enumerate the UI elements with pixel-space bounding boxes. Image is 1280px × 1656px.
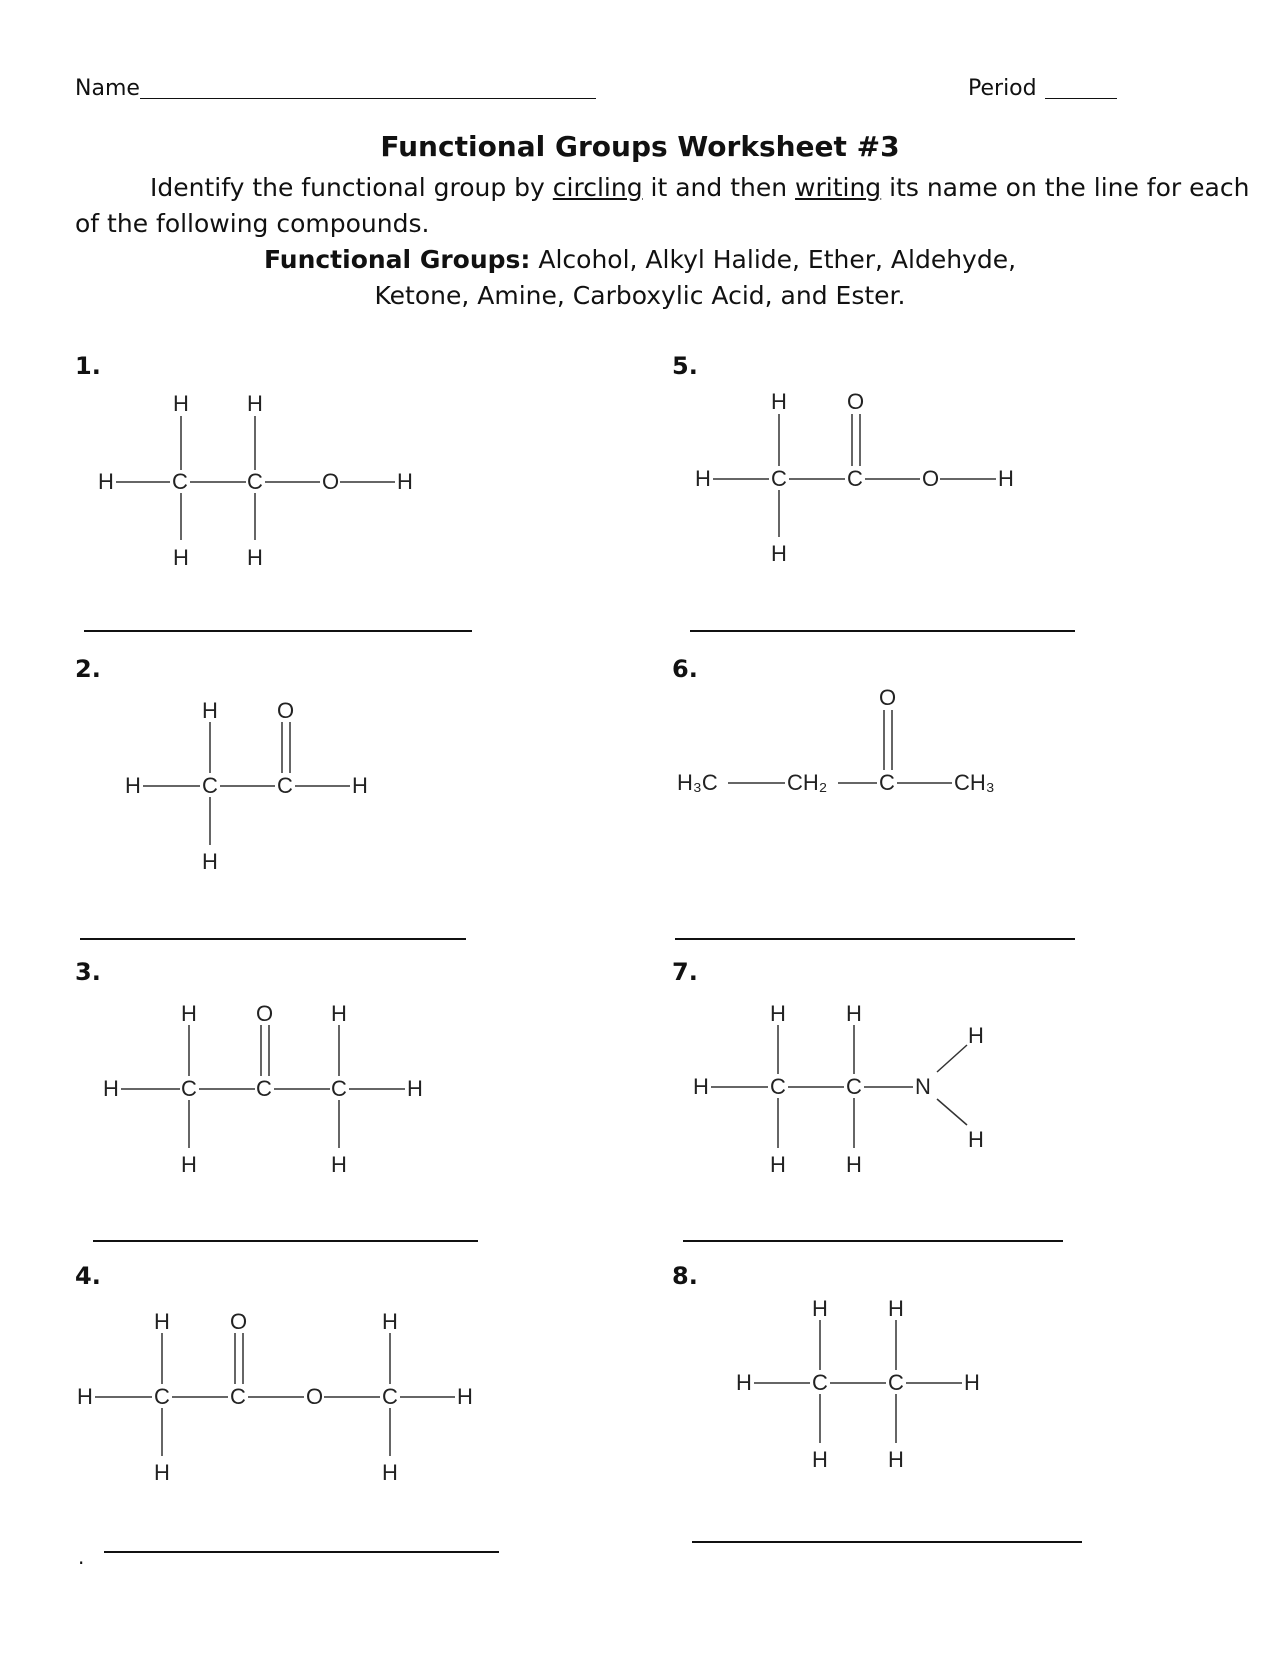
- atom: H: [382, 1309, 398, 1334]
- question-4-number: 4.: [75, 1262, 101, 1290]
- atom: H: [968, 1023, 984, 1048]
- functional-groups-line-1: Functional Groups: Alcohol, Alkyl Halide, Ether, Aldehyde,: [263, 245, 1017, 274]
- instructions-line-2: of the following compounds.: [75, 209, 430, 238]
- atom: H: [407, 1076, 423, 1101]
- atom: CH₃: [954, 770, 995, 795]
- atom: H: [352, 773, 368, 798]
- atom: C: [846, 1074, 862, 1099]
- atom: C: [331, 1076, 347, 1101]
- atom: C: [247, 469, 263, 494]
- answer-line-7[interactable]: [683, 1240, 1063, 1242]
- answer-line-4[interactable]: [104, 1551, 499, 1553]
- worksheet-title: Functional Groups Worksheet #3: [380, 130, 900, 163]
- atom: C: [154, 1384, 170, 1409]
- molecule-2: [125, 698, 368, 874]
- atom: O: [256, 1001, 274, 1026]
- atom: H: [331, 1152, 347, 1177]
- atom: C: [172, 469, 188, 494]
- question-3-number: 3.: [75, 958, 101, 986]
- molecule-8: [736, 1296, 980, 1472]
- atom: H: [181, 1152, 197, 1177]
- question-1-number: 1.: [75, 352, 101, 380]
- atom: H: [457, 1384, 473, 1409]
- molecule-1: [98, 391, 413, 570]
- atom: H: [771, 541, 787, 566]
- answer-line-6[interactable]: [675, 938, 1075, 940]
- atom: C: [181, 1076, 197, 1101]
- atom: H: [173, 545, 189, 570]
- question-5-number: 5.: [672, 352, 698, 380]
- atom: O: [277, 698, 295, 723]
- atom: H: [331, 1001, 347, 1026]
- atom: H: [77, 1384, 93, 1409]
- atom: C: [277, 773, 293, 798]
- name-field[interactable]: [140, 98, 596, 99]
- atom: O: [922, 466, 940, 491]
- functional-groups-label: Functional Groups:: [263, 245, 531, 274]
- atom: H: [247, 391, 263, 416]
- molecule-3: [103, 1001, 423, 1177]
- question-6-number: 6.: [672, 655, 698, 683]
- atom: H: [888, 1447, 904, 1472]
- answer-line-5[interactable]: [690, 630, 1075, 632]
- molecule-5: [695, 389, 1014, 566]
- atom: O: [306, 1384, 324, 1409]
- stray-mark: .: [78, 1545, 85, 1569]
- atom: H: [736, 1370, 752, 1395]
- atom: H: [998, 466, 1014, 491]
- instructions-line-1: Identify the functional group by circling it and then writing its name on the line for each: [150, 173, 1250, 202]
- atom: C: [382, 1384, 398, 1409]
- atom: O: [322, 469, 340, 494]
- atom: H: [770, 1152, 786, 1177]
- atom: H: [202, 849, 218, 874]
- atom: H: [103, 1076, 119, 1101]
- name-label: Name: [75, 76, 140, 101]
- atom: H: [695, 466, 711, 491]
- atom: H: [693, 1074, 709, 1099]
- answer-line-2[interactable]: [80, 938, 466, 940]
- atom: O: [879, 685, 897, 710]
- atom: H: [154, 1460, 170, 1485]
- atom: C: [771, 466, 787, 491]
- atom: O: [847, 389, 865, 414]
- atom: H: [247, 545, 263, 570]
- functional-groups-line-2: Ketone, Amine, Carboxylic Acid, and Ester.: [374, 281, 906, 310]
- atom: H: [968, 1127, 984, 1152]
- molecule-4: [77, 1309, 473, 1485]
- atom: H: [181, 1001, 197, 1026]
- atom: H: [397, 469, 413, 494]
- atom: H: [98, 469, 114, 494]
- atom: C: [256, 1076, 272, 1101]
- atom: CH₂: [787, 770, 828, 795]
- molecule-7: [693, 1001, 984, 1177]
- atom: H: [771, 389, 787, 414]
- atom: N: [915, 1074, 931, 1099]
- atom: C: [230, 1384, 246, 1409]
- question-7-number: 7.: [672, 958, 698, 986]
- atom: C: [879, 770, 895, 795]
- atom: O: [230, 1309, 248, 1334]
- answer-line-8[interactable]: [692, 1541, 1082, 1543]
- writing-word: writing: [795, 173, 882, 202]
- molecule-6: [677, 685, 995, 795]
- atom: H: [812, 1296, 828, 1321]
- period-label: Period: [968, 76, 1037, 101]
- atom: H: [382, 1460, 398, 1485]
- atom: H: [202, 698, 218, 723]
- question-8-number: 8.: [672, 1262, 698, 1290]
- atom: C: [812, 1370, 828, 1395]
- period-field[interactable]: [1045, 98, 1117, 99]
- atom: H: [154, 1309, 170, 1334]
- atom: H: [846, 1152, 862, 1177]
- atom: C: [888, 1370, 904, 1395]
- question-2-number: 2.: [75, 655, 101, 683]
- atom: H: [173, 391, 189, 416]
- circling-word: circling: [552, 173, 643, 202]
- atom: H₃C: [677, 770, 718, 795]
- atom: H: [770, 1001, 786, 1026]
- atom: H: [846, 1001, 862, 1026]
- answer-line-3[interactable]: [93, 1240, 478, 1242]
- atom: H: [964, 1370, 980, 1395]
- atom: C: [847, 466, 863, 491]
- atom: C: [770, 1074, 786, 1099]
- answer-line-1[interactable]: [84, 630, 472, 632]
- atom: H: [125, 773, 141, 798]
- atom: H: [888, 1296, 904, 1321]
- atom: H: [812, 1447, 828, 1472]
- atom: C: [202, 773, 218, 798]
